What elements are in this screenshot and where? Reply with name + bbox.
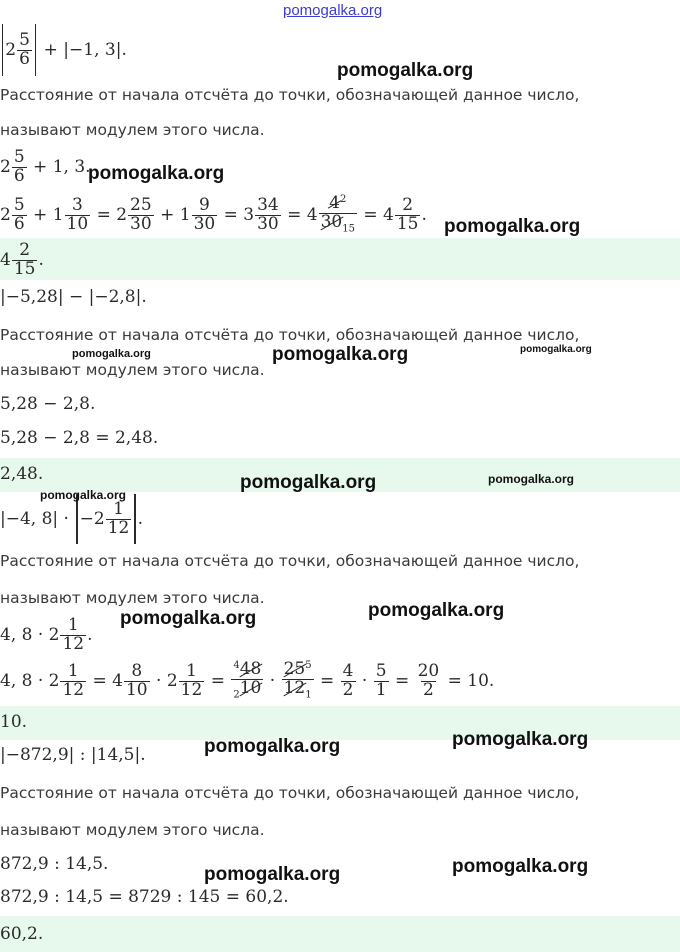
definition-line-1: Расстояние от начала отсчёта до точки, обозначающей данное число, — [0, 326, 580, 344]
problem-2-step-2: 5,28 − 2,8 = 2,48. — [0, 428, 159, 448]
watermark-top-link[interactable]: pomogalka.org — [283, 2, 383, 19]
definition-line-1: Расстояние от начала отсчёта до точки, обозначающей данное число, — [0, 552, 580, 570]
definition-line-2: называют модулем этого числа. — [0, 821, 265, 839]
watermark: pomogalka.org — [520, 344, 592, 355]
answer-band — [0, 916, 680, 952]
answer-band — [0, 238, 680, 280]
watermark: pomogalka.org — [272, 344, 409, 365]
problem-3-step-2: 4, 8 · 2 $\frac{1}{12}$ = 4 $\frac{8}{10}$ · 2 $\frac{1}{12}$ = $\frac{^448}{_210}$ · $\frac{25^5}{12_1}$ = $\frac{4}{2}$ · $\frac{5}{1}$ = $\frac{20}{2}$ = 10. — [0, 659, 495, 701]
watermark: pomogalka.org — [337, 60, 474, 81]
problem-3-answer: 10. — [0, 712, 28, 732]
watermark: pomogalka.org — [452, 729, 589, 750]
definition-line-1: Расстояние от начала отсчёта до точки, обозначающей данное число, — [0, 86, 580, 104]
watermark: pomogalka.org — [120, 608, 257, 629]
watermark: pomogalka.org — [40, 488, 127, 502]
problem-2-answer: 2,48. — [0, 464, 44, 484]
problem-2-expression: |−5,28| − |−2,8|. — [0, 287, 147, 307]
watermark: pomogalka.org — [72, 348, 151, 360]
problem-4-step-1: 872,9 : 14,5. — [0, 854, 109, 874]
watermark: pomogalka.org — [88, 163, 225, 184]
definition-line-2: называют модулем этого числа. — [0, 589, 265, 607]
watermark: pomogalka.org — [204, 736, 341, 757]
problem-1-step-1: 2 $\frac{5}{6}$ + 1, 3. — [0, 146, 91, 186]
problem-4-step-2: 872,9 : 14,5 = 8729 : 145 = 60,2. — [0, 887, 289, 907]
problem-1-expression: 2 $\frac{5}{6}$ + |−1, 3|. — [0, 22, 127, 78]
problem-4-expression: |−872,9| : |14,5|. — [0, 745, 146, 765]
problem-3-step-1: 4, 8 · 2 $\frac{1}{12}$ . — [0, 614, 93, 654]
problem-1-step-2: 2 $\frac{5}{6}$ + 1 $\frac{3}{10}$ = 2 $\frac{25}{30}$ + 1 $\frac{9}{30}$ = 3 $\frac{34}{30}$ = 4 $\frac{4^2}{30_{15}}$ = 4 $\frac{2}{15}$ . — [0, 193, 427, 235]
definition-line-2: называют модулем этого числа. — [0, 361, 265, 379]
problem-1-answer: 4 $\frac{2}{15}$ . — [0, 239, 44, 279]
watermark: pomogalka.org — [444, 216, 581, 237]
watermark: pomogalka.org — [368, 600, 505, 621]
definition-line-2: называют модулем этого числа. — [0, 121, 265, 139]
watermark: pomogalka.org — [452, 856, 589, 877]
problem-2-step-1: 5,28 − 2,8. — [0, 394, 96, 414]
definition-line-1: Расстояние от начала отсчёта до точки, обозначающей данное число, — [0, 784, 580, 802]
problem-3-expression: |−4, 8| · −2 $\frac{1}{12}$ . — [0, 492, 143, 546]
watermark: pomogalka.org — [240, 472, 377, 493]
problem-4-answer: 60,2. — [0, 924, 44, 944]
watermark: pomogalka.org — [488, 472, 575, 486]
watermark: pomogalka.org — [204, 864, 341, 885]
